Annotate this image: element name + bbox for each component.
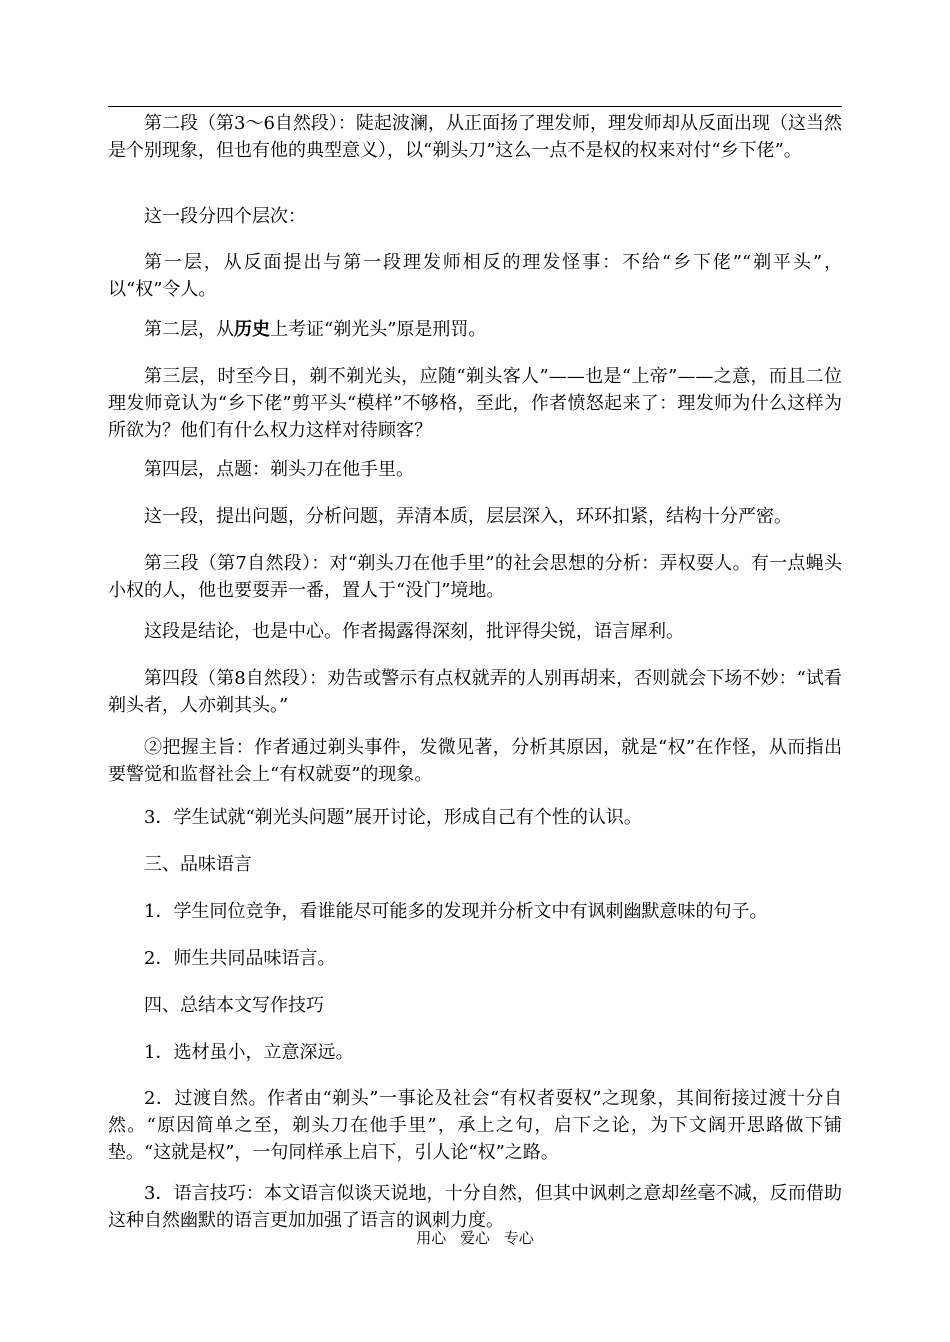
paragraph-language-two: 2．师生共同品味语言。 — [144, 948, 336, 969]
paragraph-section-three: 第三段（第7自然段）：对“剃头刀在他手里”的社会思想的分析：弄权耍人。有一点蝇头小权的人，他也要耍弄一番，置人于“没门”境地。 — [108, 553, 842, 601]
level-two-before: 第二层，从 — [144, 319, 234, 340]
paragraph-skill-three: 3．语言技巧：本文语言似谈天说地，十分自然，但其中讽刺之意却丝毫不减，反而借助这种自然幽默的语言更加加强了语言的讽刺力度。 — [108, 1183, 842, 1231]
paragraph-level-two — [108, 316, 842, 343]
paragraph-conclusion: 这段是结论，也是中心。作者揭露得深刻，批评得尖锐，语言犀利。 — [144, 621, 684, 642]
paragraph-level-one: 第一层，从反面提出与第一段理发师相反的理发怪事：不给“乡下佬”“剃平头”，以“权”令人。 — [108, 252, 842, 300]
paragraph-skill-one: 1．选材虽小，立意深远。 — [144, 1042, 354, 1063]
paragraph-section-two: 第二段（第3～6自然段）：陡起波澜，从正面扬了理发师，理发师却从反面出现（这当然是个别现象，但也有他的典型意义），以“剃头刀”这么一点不是权的权来对付“乡下佬”。 — [108, 113, 842, 161]
heading-language: 三、品味语言 — [144, 854, 252, 875]
paragraph-section-summary: 这一段，提出问题，分析问题，弄清本质，层层深入，环环扣紧，结构十分严密。 — [144, 506, 792, 527]
level-two-bold-keyword: 历史 — [234, 319, 270, 340]
paragraph-level-four: 第四层，点题：剃头刀在他手里。 — [144, 459, 414, 480]
header-rule — [108, 106, 842, 107]
paragraph-language-one: 1．学生同位竞争，看谁能尽可能多的发现并分析文中有讽刺幽默意味的句子。 — [144, 901, 768, 922]
page-footer: 用心 爱心 专心 — [416, 1229, 534, 1247]
paragraph-section-four: 第四段（第8自然段）：劝告或警示有点权就弄的人别再胡来，否则就会下场不妙：“试看剃头者，人亦剃其头。” — [108, 668, 842, 716]
paragraph-skill-two: 2．过渡自然。作者由“剃头”一事论及社会“有权者耍权”之现象，其间衔接过渡十分自然。“原因简单之至，剃头刀在他手里”，承上之句，启下之论，为下文阔开思路做下铺垫。“这就是权”，一句同样承上启下，引人论“权”之路。 — [108, 1088, 842, 1163]
paragraph-main-idea: ②把握主旨：作者通过剃头事件，发微见著，分析其原因，就是“权”在作怪，从而指出要警觉和监督社会上“有权就耍”的现象。 — [108, 737, 842, 785]
paragraph-four-levels: 这一段分四个层次： — [144, 206, 306, 227]
level-two-after: 上考证“剃光头”原是刑罚。 — [270, 319, 487, 340]
paragraph-discussion: 3．学生试就“剃光头问题”展开讨论，形成自己有个性的认识。 — [144, 807, 642, 828]
heading-writing-skills: 四、总结本文写作技巧 — [144, 995, 324, 1016]
paragraph-level-three: 第三层，时至今日，剃不剃光头，应随“剃头客人”——也是“上帝”——之意，而且二位理发师竟认为“乡下佬”剪平头“模样”不够格，至此，作者愤怒起来了：理发师为什么这样为所欲为？他们有什么权力这样对待顾客？ — [108, 366, 842, 441]
